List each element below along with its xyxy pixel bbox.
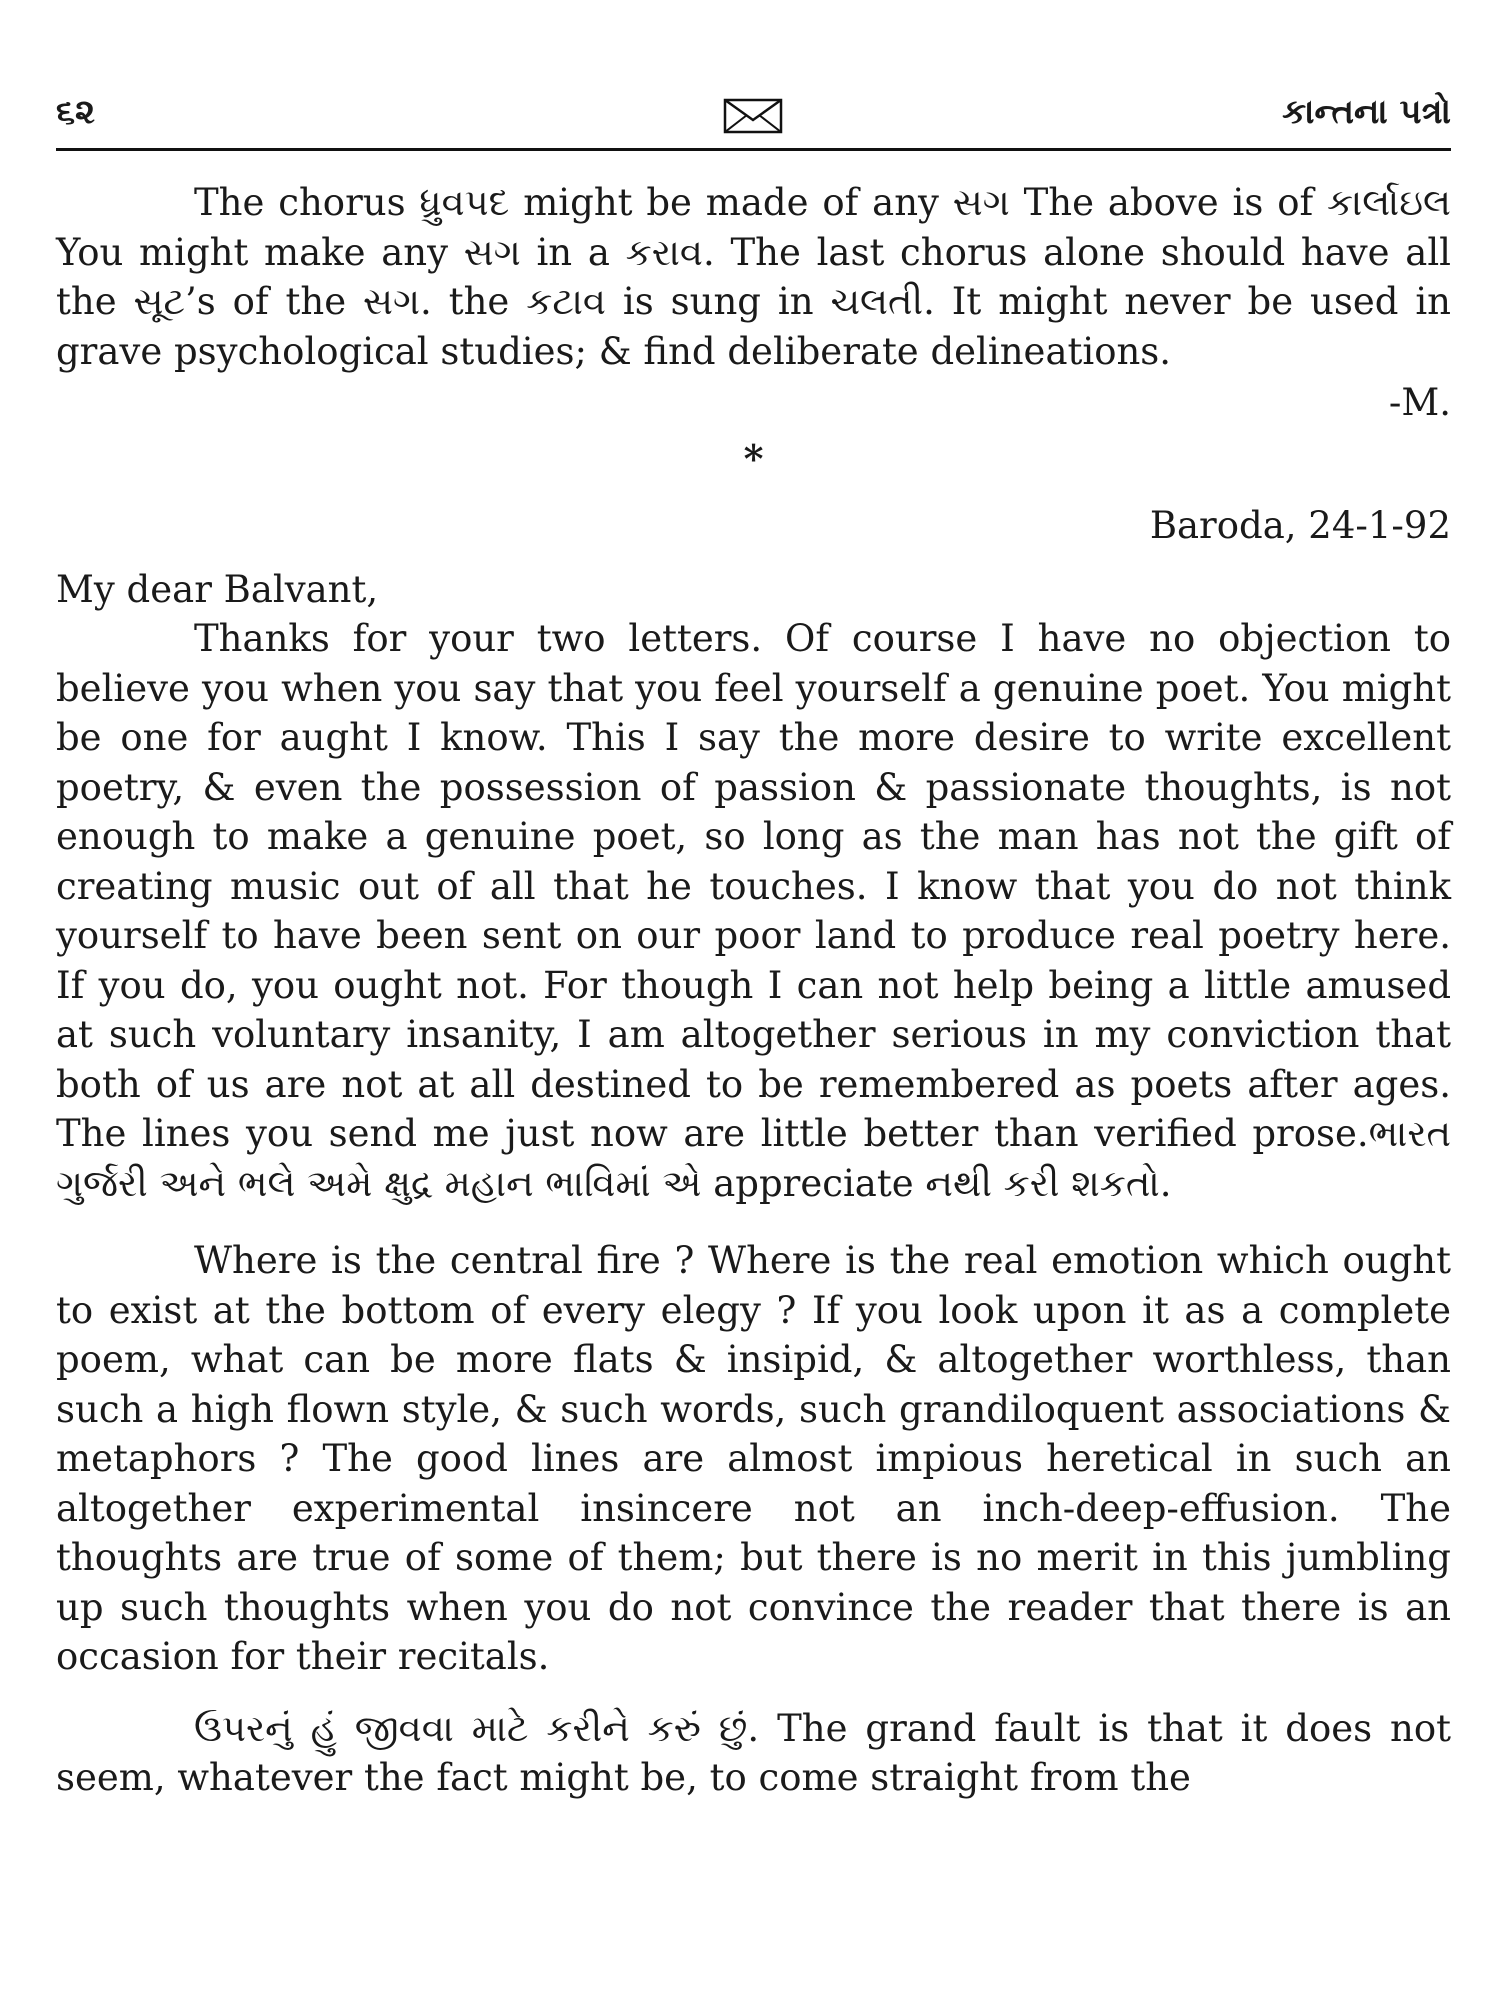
section1-paragraph: The chorus ધ્રુવપદ might be made of any સગ The above is of કાર્લાઇલ You might make any સગ in a કરાવ. The last chorus alone should have all the સૂટ’s of the સગ. the કટાવ is sung in ચલતી. It might never be used in grave psychological studies; & find deliberate delineations. bbox=[56, 181, 1451, 373]
letter-paragraph: Thanks for your two letters. Of course I have no objection to believe you when you say that you feel yourself a genuine poet. You might be one for aught I know. This I say the more desire to write excellent poetry, & even the possession of passion & passionate thoughts, is not enough to make a genuine poet, so long as the man has not the gift of creating music out of all that he touches. I know that you do not think yourself to have been sent on our poor land to produce real poetry here. If you do, you ought not. For though I can not help being a little amused at such voluntary insanity, I am altogether serious in my conviction that both of us are not at all destined to be remembered as poets after ages. The lines you send me just now are little better than verified prose.ભારત ગુર્જરી અને ભલે અમે ક્ષુદ્ર મહાન ભાવિમાં એ appreciate નથી કરી શકતો. bbox=[56, 617, 1451, 1205]
running-title: કાન્તના પત્રો bbox=[1282, 92, 1451, 132]
letter-paragraph: ઉપરનું હું જીવવા માટે કરીને કરું છું. The grand fault is that it does not seem, whatever the fact might be, to come straight from the bbox=[56, 1706, 1451, 1799]
letter-salutation: My dear Balvant, bbox=[56, 567, 379, 611]
letter-place-date: Baroda, 24-1-92 bbox=[1149, 504, 1451, 547]
envelope-icon bbox=[723, 96, 783, 136]
page-header bbox=[56, 92, 1451, 152]
letter-paragraph: Where is the central fire ? Where is the real emotion which ought to exist at the bottom of every elegy ? If you look upon it as a complete poem, what can be more flats & insipid, & altogether worthless, than such a high flown style, & such words, such grandiloquent associations & metaphors ? The good lines are almost impious heretical in such an altogether experimental insincere not an inch-deep-effusion. The thoughts are true of some of them; but there is no merit in this jumbling up such thoughts when you do not convince the reader that there is an occasion for their recitals. bbox=[56, 1239, 1451, 1678]
section-separator: * bbox=[743, 435, 764, 481]
signature: -M. bbox=[1388, 381, 1451, 424]
page-body bbox=[56, 178, 1451, 1803]
header-rule bbox=[56, 148, 1451, 151]
page-number: ૬૨ bbox=[56, 92, 95, 132]
